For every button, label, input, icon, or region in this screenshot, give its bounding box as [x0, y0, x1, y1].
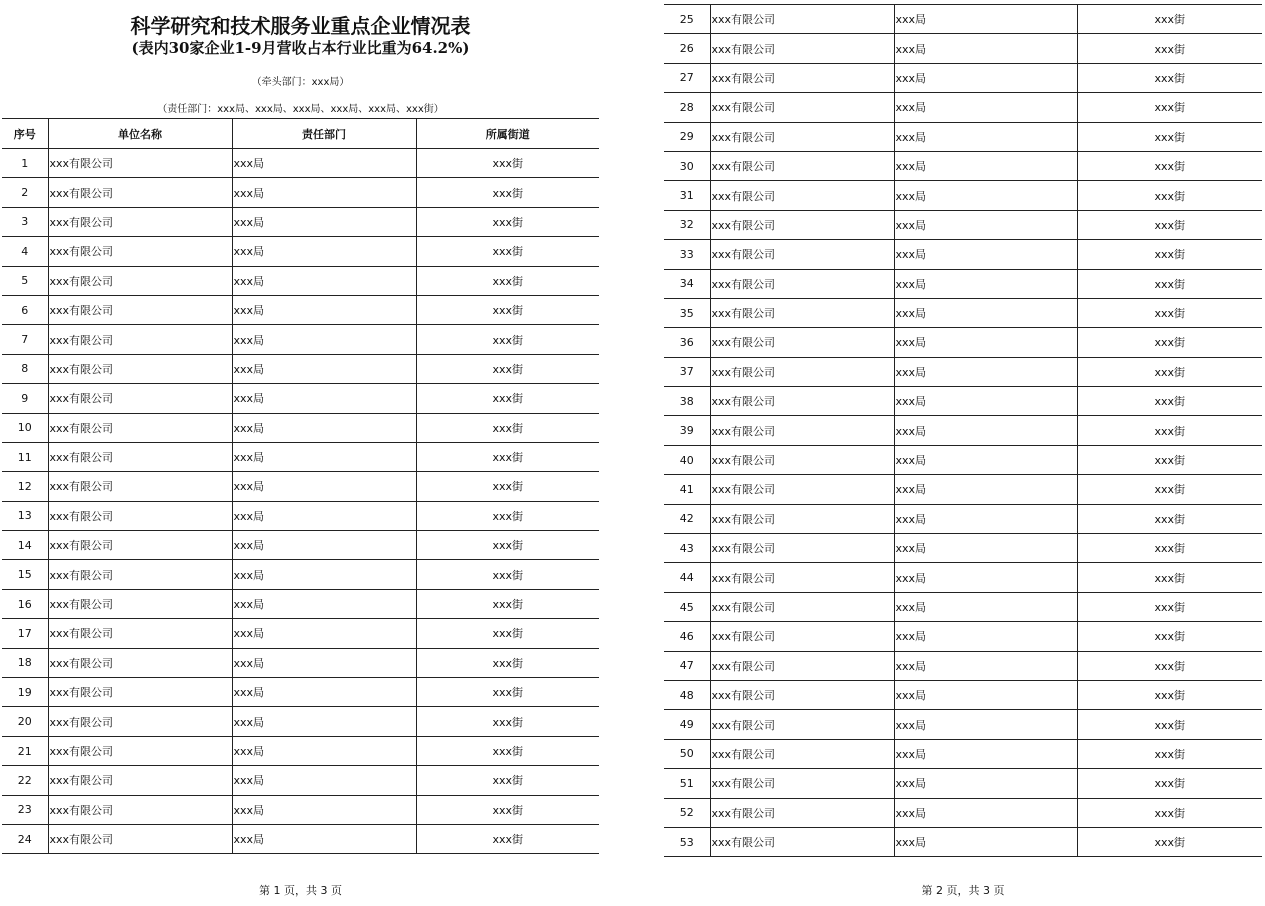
row-index: 12: [2, 472, 48, 501]
row-index: 10: [2, 413, 48, 442]
table-row: [664, 151, 1262, 180]
row-index: 40: [664, 445, 710, 474]
company-name-cell: xxx有限公司: [48, 589, 232, 618]
row-index: 36: [664, 328, 710, 357]
row-index: 31: [664, 181, 710, 210]
street-cell: xxx街: [416, 149, 599, 178]
street-cell: xxx街: [416, 795, 599, 824]
street-cell: xxx街: [1077, 63, 1262, 92]
street-cell: xxx街: [1077, 622, 1262, 651]
street-cell: xxx街: [1077, 475, 1262, 504]
row-index: 39: [664, 416, 710, 445]
responsible-dept-cell: xxx局: [894, 563, 1077, 592]
table-row: [2, 589, 599, 618]
row-index: 51: [664, 769, 710, 798]
table-row: [664, 328, 1262, 357]
responsible-dept-cell: xxx局: [232, 207, 416, 236]
table-row: [664, 240, 1262, 269]
table-row: [664, 416, 1262, 445]
company-name-cell: xxx有限公司: [710, 739, 894, 768]
row-index: 41: [664, 475, 710, 504]
company-name-cell: xxx有限公司: [710, 798, 894, 827]
company-name-cell: xxx有限公司: [48, 325, 232, 354]
table-row: [664, 34, 1262, 63]
street-cell: xxx街: [416, 442, 599, 471]
company-name-cell: xxx有限公司: [710, 298, 894, 327]
responsible-dept-cell: xxx局: [894, 122, 1077, 151]
responsible-dept-cell: xxx局: [232, 149, 416, 178]
row-index: 13: [2, 501, 48, 530]
table-row: [664, 210, 1262, 239]
responsible-dept-cell: xxx局: [232, 795, 416, 824]
table-row: [2, 619, 599, 648]
company-name-cell: xxx有限公司: [48, 824, 232, 853]
street-cell: xxx街: [1077, 416, 1262, 445]
responsible-dept-cell: xxx局: [894, 680, 1077, 709]
table-row: [2, 707, 599, 736]
row-index: 43: [664, 534, 710, 563]
company-name-cell: xxx有限公司: [48, 354, 232, 383]
company-name-cell: xxx有限公司: [48, 149, 232, 178]
street-cell: xxx街: [416, 325, 599, 354]
row-index: 15: [2, 560, 48, 589]
responsible-dept-cell: xxx局: [894, 357, 1077, 386]
row-index: 45: [664, 592, 710, 621]
street-cell: xxx街: [416, 678, 599, 707]
row-index: 2: [2, 178, 48, 207]
table-row: [664, 181, 1262, 210]
street-cell: xxx街: [1077, 592, 1262, 621]
street-cell: xxx街: [1077, 680, 1262, 709]
table-row: [664, 622, 1262, 651]
table-row: [2, 325, 599, 354]
table-row: [2, 237, 599, 266]
street-cell: xxx街: [416, 266, 599, 295]
row-index: 1: [2, 149, 48, 178]
enterprise-table-page-2: [664, 4, 1262, 857]
company-name-cell: xxx有限公司: [48, 295, 232, 324]
row-index: 46: [664, 622, 710, 651]
row-index: 26: [664, 34, 710, 63]
responsible-dept-cell: xxx局: [232, 560, 416, 589]
responsible-dept-cell: xxx局: [232, 707, 416, 736]
street-cell: xxx街: [1077, 827, 1262, 856]
row-index: 9: [2, 384, 48, 413]
street-cell: xxx街: [1077, 445, 1262, 474]
company-name-cell: xxx有限公司: [710, 357, 894, 386]
table-row: [664, 357, 1262, 386]
responsible-dept-cell: xxx局: [894, 622, 1077, 651]
table-row: [2, 531, 599, 560]
responsible-dept-cell: xxx局: [894, 240, 1077, 269]
row-index: 52: [664, 798, 710, 827]
company-name-cell: xxx有限公司: [710, 93, 894, 122]
row-index: 49: [664, 710, 710, 739]
table-body: [2, 149, 599, 854]
company-name-cell: xxx有限公司: [710, 563, 894, 592]
company-name-cell: xxx有限公司: [48, 766, 232, 795]
street-cell: xxx街: [416, 648, 599, 677]
table-row: [664, 798, 1262, 827]
company-name-cell: xxx有限公司: [48, 413, 232, 442]
header-street: 所属街道: [416, 119, 599, 149]
street-cell: xxx街: [1077, 298, 1262, 327]
street-cell: xxx街: [1077, 769, 1262, 798]
table-row: [2, 678, 599, 707]
responsible-dept-cell: xxx局: [894, 504, 1077, 533]
street-cell: xxx街: [1077, 93, 1262, 122]
header-index: 序号: [2, 119, 48, 149]
row-index: 28: [664, 93, 710, 122]
company-name-cell: xxx有限公司: [710, 269, 894, 298]
company-name-cell: xxx有限公司: [48, 560, 232, 589]
responsible-dept-cell: xxx局: [232, 678, 416, 707]
table-row: [664, 710, 1262, 739]
street-cell: xxx街: [416, 531, 599, 560]
responsible-dept-cell: xxx局: [894, 739, 1077, 768]
table-row: [664, 592, 1262, 621]
street-cell: xxx街: [416, 766, 599, 795]
company-name-cell: xxx有限公司: [710, 5, 894, 34]
company-name-cell: xxx有限公司: [710, 387, 894, 416]
street-cell: xxx街: [416, 619, 599, 648]
street-cell: xxx街: [416, 207, 599, 236]
street-cell: xxx街: [1077, 328, 1262, 357]
company-name-cell: xxx有限公司: [710, 622, 894, 651]
table-row: [2, 442, 599, 471]
table-row: [664, 475, 1262, 504]
responsible-dept-cell: xxx局: [894, 151, 1077, 180]
company-name-cell: xxx有限公司: [48, 266, 232, 295]
responsible-dept-cell: xxx局: [894, 710, 1077, 739]
row-index: 21: [2, 736, 48, 765]
row-index: 25: [664, 5, 710, 34]
company-name-cell: xxx有限公司: [710, 122, 894, 151]
street-cell: xxx街: [1077, 504, 1262, 533]
table-row: [664, 739, 1262, 768]
responsible-dept-cell: xxx局: [894, 210, 1077, 239]
company-name-cell: xxx有限公司: [48, 531, 232, 560]
company-name-cell: xxx有限公司: [48, 795, 232, 824]
company-name-cell: xxx有限公司: [710, 240, 894, 269]
street-cell: xxx街: [416, 824, 599, 853]
company-name-cell: xxx有限公司: [48, 384, 232, 413]
row-index: 5: [2, 266, 48, 295]
row-index: 24: [2, 824, 48, 853]
street-cell: xxx街: [1077, 387, 1262, 416]
street-cell: xxx街: [416, 295, 599, 324]
table-row: [664, 122, 1262, 151]
company-name-cell: xxx有限公司: [48, 442, 232, 471]
row-index: 47: [664, 651, 710, 680]
company-name-cell: xxx有限公司: [48, 501, 232, 530]
table-row: [2, 207, 599, 236]
table-row: [2, 824, 599, 853]
company-name-cell: xxx有限公司: [710, 651, 894, 680]
table-row: [2, 472, 599, 501]
document-title: 科学研究和技术服务业重点企业情况表: [130, 14, 471, 38]
responsible-dept-cell: xxx局: [232, 736, 416, 765]
row-index: 42: [664, 504, 710, 533]
table-header-row: [2, 119, 599, 149]
row-index: 7: [2, 325, 48, 354]
street-cell: xxx街: [1077, 563, 1262, 592]
table-row: [664, 93, 1262, 122]
table-row: [664, 651, 1262, 680]
responsible-dept-cell: xxx局: [232, 766, 416, 795]
responsible-dept-cell: xxx局: [232, 472, 416, 501]
responsible-dept-cell: xxx局: [894, 445, 1077, 474]
responsible-dept-cell: xxx局: [232, 178, 416, 207]
table-row: [2, 413, 599, 442]
row-index: 11: [2, 442, 48, 471]
company-name-cell: xxx有限公司: [710, 475, 894, 504]
company-name-cell: xxx有限公司: [710, 328, 894, 357]
table-row: [2, 384, 599, 413]
table-row: [664, 269, 1262, 298]
company-name-cell: xxx有限公司: [48, 237, 232, 266]
street-cell: xxx街: [1077, 651, 1262, 680]
table-row: [664, 298, 1262, 327]
row-index: 48: [664, 680, 710, 709]
street-cell: xxx街: [1077, 210, 1262, 239]
responsible-dept-cell: xxx局: [894, 269, 1077, 298]
row-index: 32: [664, 210, 710, 239]
responsible-dept-cell: xxx局: [232, 531, 416, 560]
row-index: 35: [664, 298, 710, 327]
table-row: [664, 827, 1262, 856]
header-company-name: 单位名称: [48, 119, 232, 149]
table-row: [2, 266, 599, 295]
company-name-cell: xxx有限公司: [48, 678, 232, 707]
street-cell: xxx街: [1077, 151, 1262, 180]
responsible-dept-cell: xxx局: [232, 295, 416, 324]
row-index: 33: [664, 240, 710, 269]
table-row: [2, 766, 599, 795]
street-cell: xxx街: [416, 384, 599, 413]
street-cell: xxx街: [1077, 122, 1262, 151]
company-name-cell: xxx有限公司: [710, 592, 894, 621]
street-cell: xxx街: [1077, 269, 1262, 298]
table-row: [664, 534, 1262, 563]
street-cell: xxx街: [416, 178, 599, 207]
responsible-dept-cell: xxx局: [894, 651, 1077, 680]
street-cell: xxx街: [1077, 710, 1262, 739]
street-cell: xxx街: [416, 560, 599, 589]
row-index: 27: [664, 63, 710, 92]
responsible-dept-cell: xxx局: [894, 5, 1077, 34]
row-index: 22: [2, 766, 48, 795]
street-cell: xxx街: [1077, 181, 1262, 210]
table-row: [664, 445, 1262, 474]
street-cell: xxx街: [416, 501, 599, 530]
street-cell: xxx街: [1077, 798, 1262, 827]
table-row: [664, 563, 1262, 592]
street-cell: xxx街: [416, 472, 599, 501]
row-index: 37: [664, 357, 710, 386]
responsible-dept-cell: xxx局: [894, 387, 1077, 416]
street-cell: xxx街: [1077, 5, 1262, 34]
row-index: 44: [664, 563, 710, 592]
table-row: [2, 560, 599, 589]
company-name-cell: xxx有限公司: [710, 416, 894, 445]
responsible-dept-cell: xxx局: [894, 181, 1077, 210]
row-index: 4: [2, 237, 48, 266]
responsible-dept-cell: xxx局: [894, 34, 1077, 63]
street-cell: xxx街: [1077, 240, 1262, 269]
row-index: 18: [2, 648, 48, 677]
responsible-dept-cell: xxx局: [232, 589, 416, 618]
responsible-dept-cell: xxx局: [894, 798, 1077, 827]
row-index: 8: [2, 354, 48, 383]
responsible-dept-cell: xxx局: [232, 501, 416, 530]
street-cell: xxx街: [416, 413, 599, 442]
company-name-cell: xxx有限公司: [48, 207, 232, 236]
responsible-dept-cell: xxx局: [232, 384, 416, 413]
row-index: 6: [2, 295, 48, 324]
company-name-cell: xxx有限公司: [48, 707, 232, 736]
responsible-dept-cell: xxx局: [894, 592, 1077, 621]
responsible-dept-cell: xxx局: [894, 475, 1077, 504]
street-cell: xxx街: [416, 707, 599, 736]
table-row: [664, 680, 1262, 709]
table-body: [664, 5, 1262, 857]
table-row: [2, 648, 599, 677]
street-cell: xxx街: [1077, 34, 1262, 63]
responsible-dept-cell: xxx局: [894, 416, 1077, 445]
responsible-dept-cell: xxx局: [894, 93, 1077, 122]
table-row: [2, 795, 599, 824]
row-index: 17: [2, 619, 48, 648]
company-name-cell: xxx有限公司: [48, 619, 232, 648]
company-name-cell: xxx有限公司: [710, 151, 894, 180]
street-cell: xxx街: [416, 736, 599, 765]
company-name-cell: xxx有限公司: [710, 181, 894, 210]
row-index: 19: [2, 678, 48, 707]
company-name-cell: xxx有限公司: [710, 769, 894, 798]
responsible-dept-cell: xxx局: [232, 354, 416, 383]
responsible-dept-cell: xxx局: [232, 237, 416, 266]
responsible-dept-cell: xxx局: [894, 827, 1077, 856]
table-row: [664, 504, 1262, 533]
responsible-dept-cell: xxx局: [894, 63, 1077, 92]
responsible-dept-cell: xxx局: [894, 769, 1077, 798]
table-row: [2, 149, 599, 178]
company-name-cell: xxx有限公司: [710, 680, 894, 709]
row-index: 14: [2, 531, 48, 560]
table-row: [664, 769, 1262, 798]
table-row: [2, 295, 599, 324]
table-row: [664, 387, 1262, 416]
responsible-dept-cell: xxx局: [232, 325, 416, 354]
responsible-dept-cell: xxx局: [232, 648, 416, 677]
table-row: [2, 501, 599, 530]
company-name-cell: xxx有限公司: [48, 736, 232, 765]
table-row: [2, 736, 599, 765]
page-footer: 第 2 页，共 3 页: [921, 884, 1005, 897]
company-name-cell: xxx有限公司: [710, 534, 894, 563]
street-cell: xxx街: [416, 589, 599, 618]
row-index: 53: [664, 827, 710, 856]
row-index: 30: [664, 151, 710, 180]
row-index: 3: [2, 207, 48, 236]
company-name-cell: xxx有限公司: [48, 178, 232, 207]
enterprise-table-page-1: [2, 118, 599, 854]
table-row: [2, 354, 599, 383]
company-name-cell: xxx有限公司: [710, 445, 894, 474]
responsible-dept-cell: xxx局: [232, 619, 416, 648]
street-cell: xxx街: [416, 237, 599, 266]
responsible-dept-cell: xxx局: [232, 442, 416, 471]
company-name-cell: xxx有限公司: [710, 827, 894, 856]
company-name-cell: xxx有限公司: [710, 34, 894, 63]
row-index: 23: [2, 795, 48, 824]
responsible-dept-cell: xxx局: [894, 328, 1077, 357]
responsible-dept-cell: xxx局: [232, 413, 416, 442]
company-name-cell: xxx有限公司: [710, 504, 894, 533]
responsible-dept-cell: xxx局: [894, 534, 1077, 563]
responsible-dept-cell: xxx局: [232, 266, 416, 295]
company-name-cell: xxx有限公司: [710, 210, 894, 239]
table-row: [2, 178, 599, 207]
street-cell: xxx街: [1077, 739, 1262, 768]
lead-department-note: （牵头部门：xxx局）: [251, 77, 350, 88]
company-name-cell: xxx有限公司: [710, 63, 894, 92]
document-subtitle: (表内30家企业1-9月营收占本行业比重为64.2%): [131, 39, 470, 57]
company-name-cell: xxx有限公司: [710, 710, 894, 739]
row-index: 29: [664, 122, 710, 151]
row-index: 16: [2, 589, 48, 618]
responsible-dept-cell: xxx局: [894, 298, 1077, 327]
row-index: 34: [664, 269, 710, 298]
street-cell: xxx街: [416, 354, 599, 383]
street-cell: xxx街: [1077, 357, 1262, 386]
row-index: 20: [2, 707, 48, 736]
page-footer: 第 1 页，共 3 页: [259, 884, 342, 897]
responsible-departments-note: （责任部门：xxx局、xxx局、xxx局、xxx局、xxx局、xxx街）: [157, 104, 444, 115]
street-cell: xxx街: [1077, 534, 1262, 563]
responsible-dept-cell: xxx局: [232, 824, 416, 853]
table-row: [664, 5, 1262, 34]
table-row: [664, 63, 1262, 92]
row-index: 50: [664, 739, 710, 768]
company-name-cell: xxx有限公司: [48, 472, 232, 501]
header-responsible-dept: 责任部门: [232, 119, 416, 149]
company-name-cell: xxx有限公司: [48, 648, 232, 677]
row-index: 38: [664, 387, 710, 416]
